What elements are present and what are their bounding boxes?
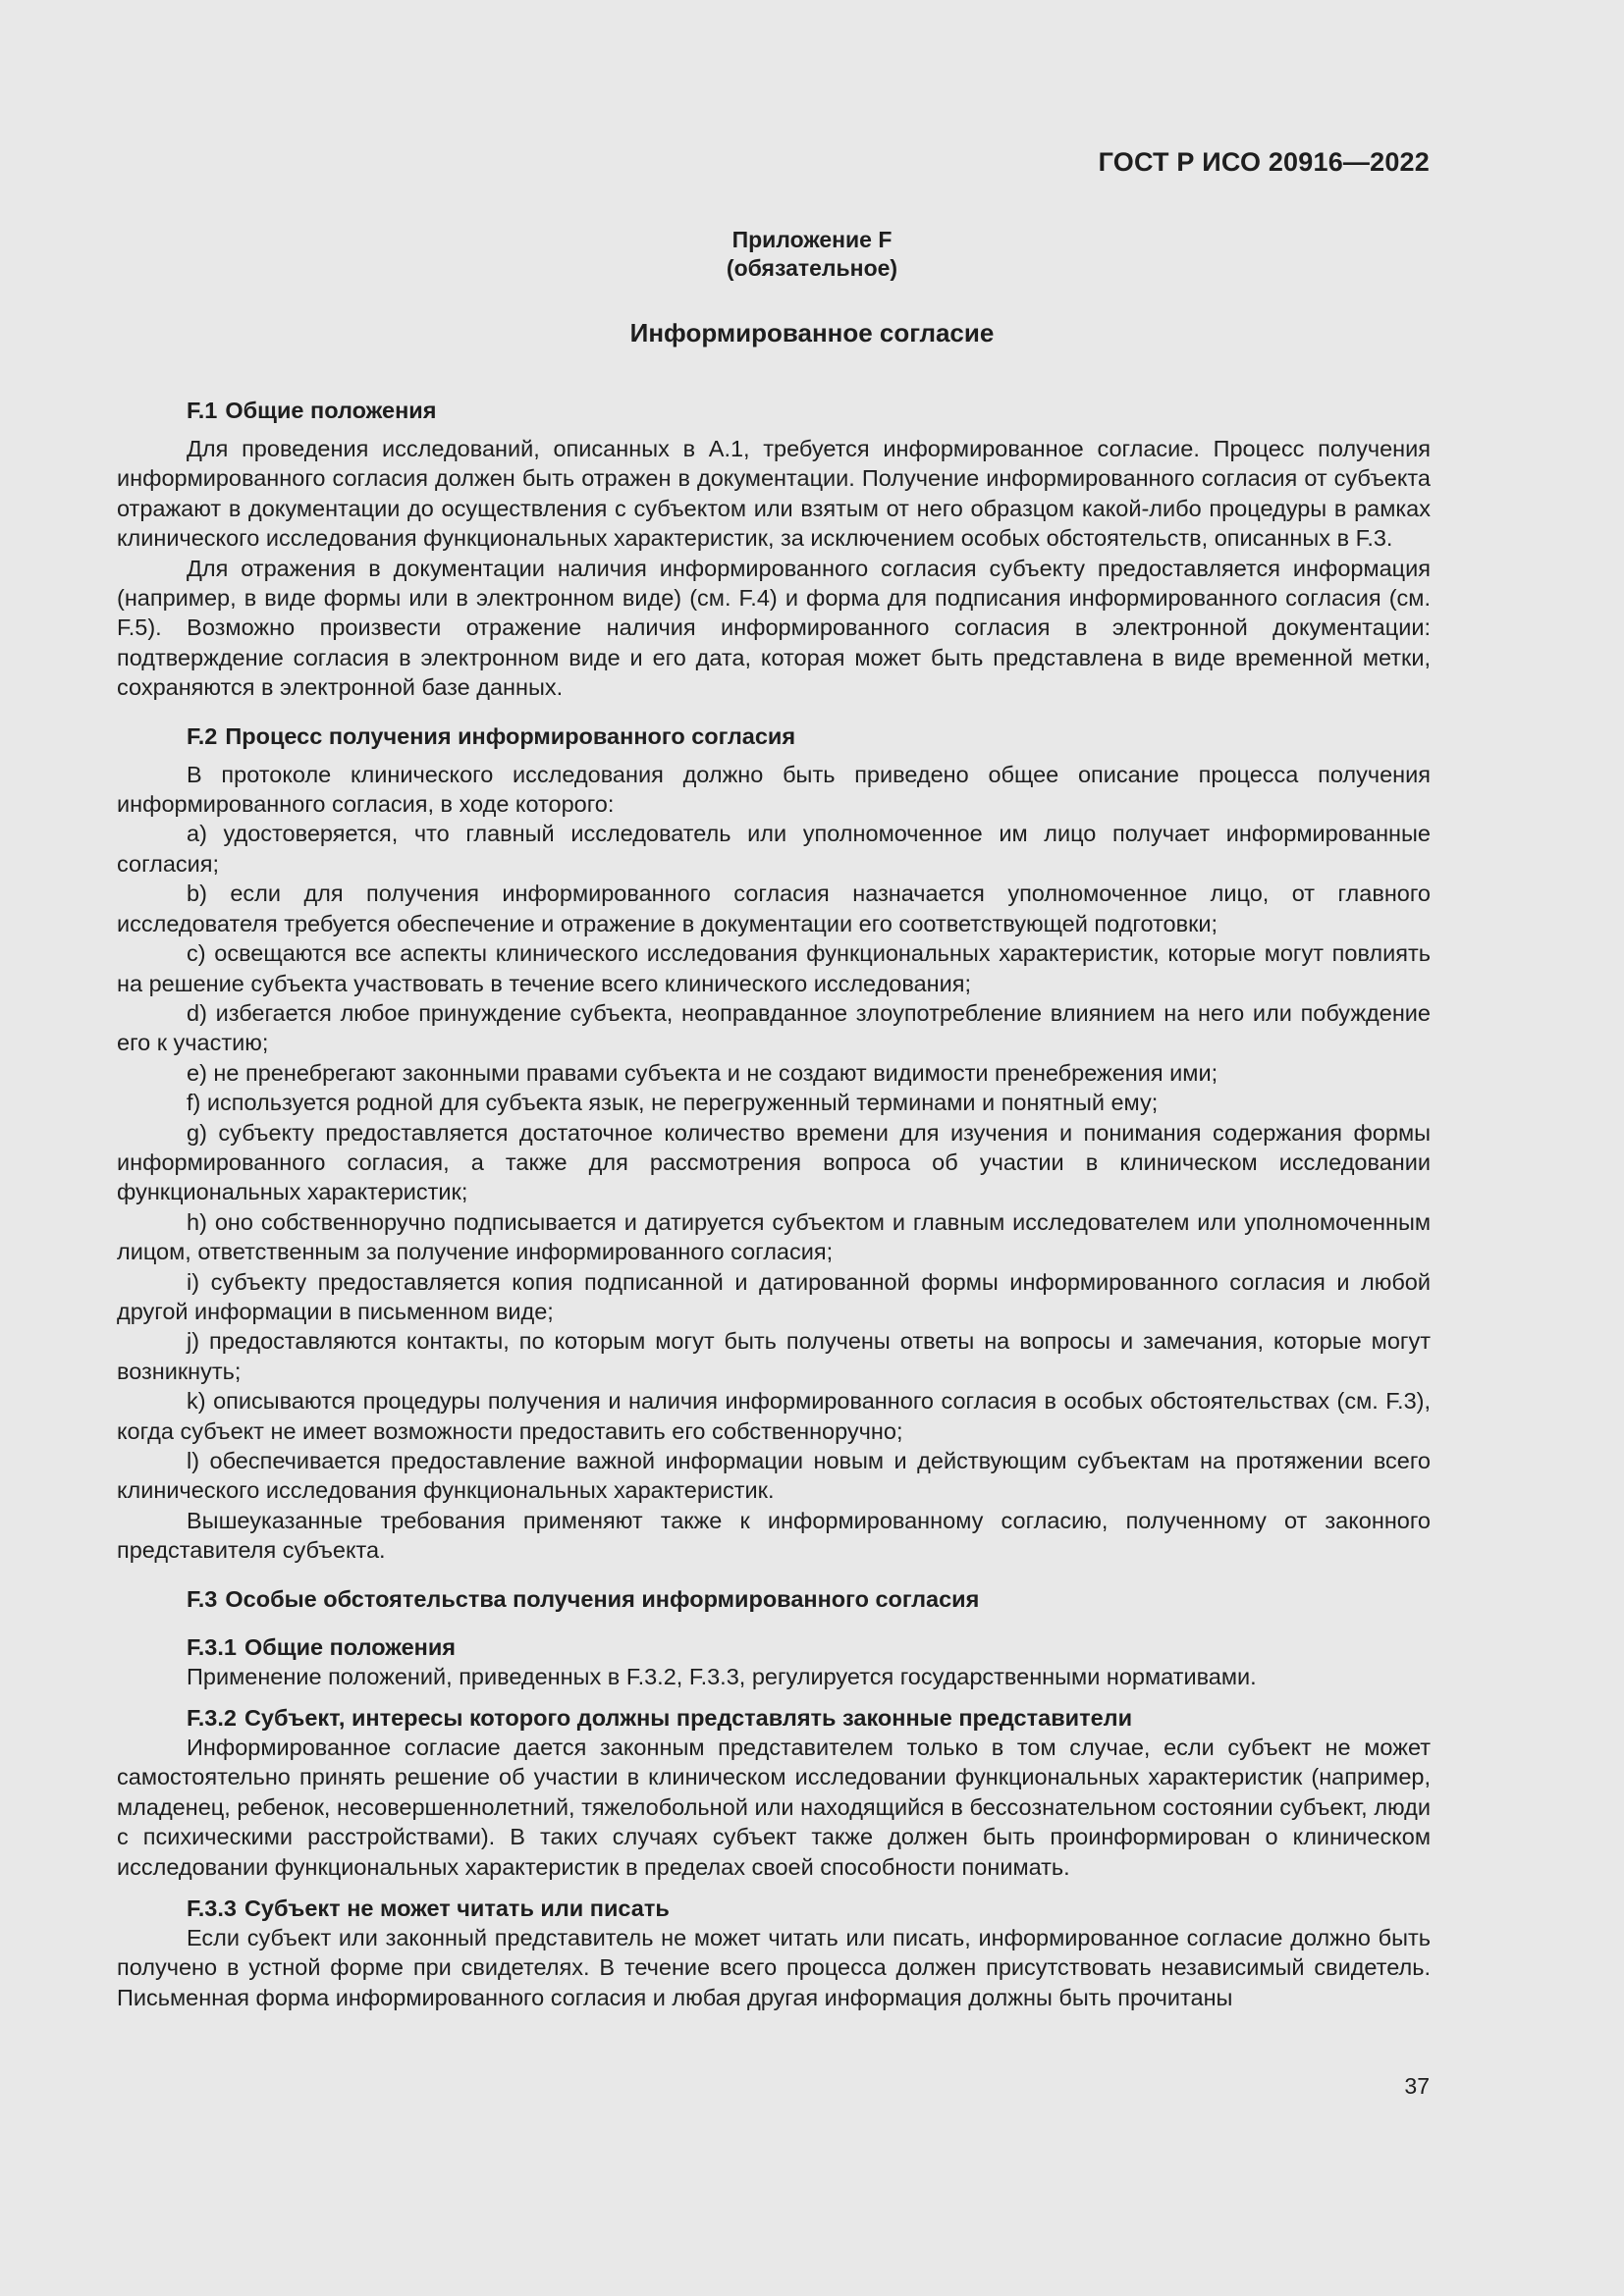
paragraph: Информированное согласие дается законным представителем только в том случае, если субъект не может самостоятельно принять решение об участии в клиническом исследовании функциональных характеристик (например, младенец, ребенок, несовершеннолетний, тяжелобольной или находящийся в бессознательном состоянии субъект, люди с психическими расстройствами). В таких случаях субъект также должен быть проинформирован о клиническом исследовании функциональных характеристик в пределах своей способности понимать. (117, 1735, 1431, 1880)
section-title: Общие положения (225, 398, 437, 423)
list-item: c) освещаются все аспекты клинического исследования функциональных характеристик, которые могут повлиять на решение субъекта участвовать в течение всего клинического исследования; (117, 940, 1431, 996)
document-body (117, 395, 1431, 2012)
annex-label: Приложение F (731, 227, 893, 252)
section-title: Процесс получения информированного согласия (225, 722, 796, 749)
section-number: F.3 (187, 1585, 218, 1612)
subsection-number: F.3.3 (187, 1896, 237, 1922)
section-title: Особые обстоятельства получения информированного согласия (225, 1585, 980, 1612)
section-f2-heading (117, 721, 1431, 752)
list-item: e) не пренебрегают законными правами субъекта и не создают видимости пренебрежения ими; (187, 1059, 1218, 1086)
paragraph: Для отражения в документации наличия информированного согласия субъекту предоставляется информация (например, в виде формы или в электронном виде) (см. F.4) и форма для подписания информированного согласия (см. F.5). Возможно произвести отражение наличия информированного согласия в электронной документации: подтверждение согласия в электронном виде и его дата, которая может быть представлена в виде временной метки, сохраняются в электронной базе данных. (117, 555, 1431, 701)
paragraph: Применение положений, приведенных в F.3.2, F.3.3, регулируется государственными нормативами. (187, 1663, 1257, 1689)
list-item: b) если для получения информированного согласия назначается уполномоченное лицо, от главного исследователя требуется обеспечение и отражение в документации его соответствующей подготовки; (117, 881, 1431, 936)
subsection-title: Общие положения (244, 1633, 457, 1660)
annex-heading (0, 226, 1624, 283)
subsection-f3-1-heading (117, 1632, 1431, 1662)
list-item: g) субъекту предоставляется достаточное количество времени для изучения и понимания содержания формы информированного согласия, а также для рассмотрения вопроса об участии в клиническом исследовании функциональных характеристик; (117, 1119, 1431, 1205)
list-item: f) используется родной для субъекта язык, не перегруженный терминами и понятный ему; (187, 1090, 1159, 1116)
subsection-title: Субъект, интересы которого должны представлять законные представители (244, 1705, 1133, 1732)
section-f1-heading (117, 395, 1431, 426)
section-number: F.1 (187, 398, 218, 423)
section-f3-heading (117, 1583, 1431, 1615)
standard-code: ГОСТ Р ИСО 20916—2022 (1098, 147, 1430, 177)
list-item: l) обеспечивается предоставление важной информации новым и действующим субъектам на протяжении всего клинического исследования функциональных характеристик. (117, 1448, 1431, 1504)
list-item: h) оно собственноручно подписывается и датируется субъектом и главным исследователем или уполномоченным лицом, ответственным за получение информированного согласия; (117, 1208, 1431, 1265)
paragraph: Вышеуказанные требования применяют также к информированному согласию, полученному от законного представителя субъекта. (117, 1507, 1431, 1564)
list-item: j) предоставляются контакты, по которым могут быть получены ответы на вопросы и замечания, которые могут возникнуть; (117, 1328, 1431, 1384)
paragraph: В протоколе клинического исследования должно быть приведено общее описание процесса получения информированного согласия, в ходе которого: (117, 761, 1431, 818)
subsection-number: F.3.1 (187, 1633, 237, 1660)
subsection-f3-2-heading (117, 1703, 1431, 1733)
subsection-title: Субъект не может читать или писать (244, 1896, 670, 1922)
page-number: 37 (1404, 2073, 1430, 2099)
list-item: k) описываются процедуры получения и наличия информированного согласия в особых обстоятельствах (см. F.3), когда субъект не имеет возможности предоставить его собственноручно; (117, 1388, 1431, 1444)
subsection-f3-3-heading (117, 1894, 1431, 1923)
section-number: F.2 (187, 722, 218, 749)
paragraph: Если субъект или законный представитель не может читать или писать, информированное согласие должно быть получено в устной форме при свидетелях. В течение всего процесса должен присутствовать независимый свидетель. Письменная форма информированного согласия и любая другая информация должны быть прочитаны (117, 1925, 1431, 2010)
list-item: i) субъекту предоставляется копия подписанной и датированной формы информированного согласия и любой другой информации в письменном виде; (117, 1268, 1431, 1324)
subsection-number: F.3.2 (187, 1705, 237, 1732)
annex-title: Информированное согласие (629, 318, 995, 347)
list-item: d) избегается любое принуждение субъекта, неоправданное злоупотребление влиянием на него или побуждение его к участию; (117, 999, 1431, 1056)
list-item: a) удостоверяется, что главный исследователь или уполномоченное им лицо получает информированные согласия; (117, 821, 1431, 877)
paragraph: Для проведения исследований, описанных в А.1, требуется информированное согласие. Процесс получения информированного согласия должен быть отражен в документации. Получение информированного согласия от субъекта отражают в документации до осуществления с субъектом или взятым от него образцом какой-либо процедуры в рамках клинического исследования функциональных характеристик, за исключением особых обстоятельств, описанных в F.3. (117, 436, 1431, 552)
annex-status: (обязательное) (726, 255, 898, 281)
